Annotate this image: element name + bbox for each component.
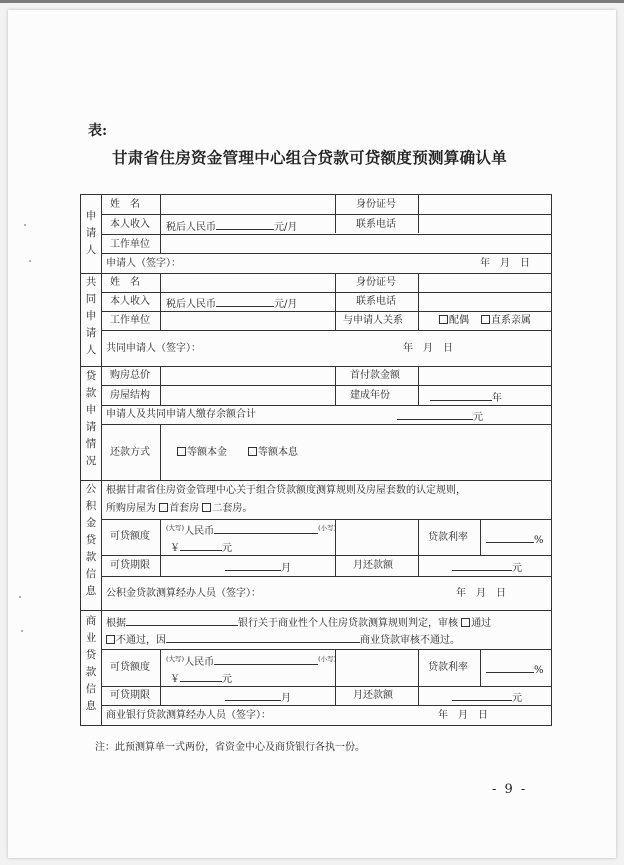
percent-sign: % xyxy=(534,665,544,676)
co-id-label: 身份证号 xyxy=(356,277,396,288)
fund-rate-label: 贷款利率 xyxy=(428,532,468,543)
applicant-employer-label: 工作单位 xyxy=(110,239,150,250)
fund-signature[interactable]: 公积金贷款测算经办人员（签字）： xyxy=(106,588,261,599)
small-tag: (小写) xyxy=(318,524,337,532)
balance-unit: 元 xyxy=(473,412,483,423)
repay-interest-checkbox[interactable] xyxy=(248,447,298,459)
fund-date: 年 月 日 xyxy=(456,588,506,599)
total-price-field[interactable] xyxy=(170,370,330,382)
scan-speck xyxy=(24,224,26,226)
fail-checkbox[interactable] xyxy=(106,635,166,646)
first-house-checkbox[interactable] xyxy=(159,503,199,514)
fund-statement: 根据甘肃省住房资金管理中心关于组合贷款额度测算规则及房屋套数的认定规则， xyxy=(106,485,466,496)
co-name-label: 姓 名 xyxy=(110,277,140,288)
structure-field[interactable] xyxy=(170,390,330,402)
fund-amount-big[interactable] xyxy=(166,522,336,538)
yuan-unit: 元 xyxy=(222,543,232,554)
applicant-date: 年 月 日 xyxy=(480,258,530,269)
scan-speck xyxy=(21,630,23,632)
fund-monthly-field[interactable] xyxy=(452,560,522,575)
applicant-income-label: 本人收入 xyxy=(110,219,150,230)
relation-spouse-label: 配偶 xyxy=(449,315,469,326)
fund-house-type xyxy=(106,503,252,515)
month-unit: 月 xyxy=(281,693,291,704)
relation-spouse-checkbox[interactable] xyxy=(439,315,469,327)
checkbox-icon xyxy=(248,447,257,456)
fail-suffix: 商业贷款审核不通过。 xyxy=(360,635,460,646)
applicant-phone-field[interactable] xyxy=(424,219,544,231)
footnote: 注：此预测算单一式两份，省资金中心及商贷银行各执一份。 xyxy=(95,742,365,753)
page-number: - 9 - xyxy=(492,782,528,797)
co-income-label: 本人收入 xyxy=(110,296,150,307)
big-tag: (大写) xyxy=(166,524,185,532)
second-house-label: 二套房。 xyxy=(212,503,253,514)
page-title: 甘肃省住房资金管理中心组合贷款可贷额度预测算确认单 xyxy=(112,148,508,167)
income-prefix: 税后人民币 xyxy=(166,222,216,233)
loan-section-label: 贷款申请情况 xyxy=(85,370,97,467)
big-tag: (大写) xyxy=(166,655,185,663)
repay-principal-label: 等额本金 xyxy=(187,447,227,458)
down-payment-label: 首付款金额 xyxy=(350,370,400,381)
yuan-unit: 元 xyxy=(512,563,522,574)
down-payment-field[interactable] xyxy=(424,370,544,382)
co-income-unit: 元/月 xyxy=(274,299,298,310)
rmb-label: 人民币 xyxy=(184,657,215,668)
month-unit: 月 xyxy=(281,563,291,574)
checkbox-icon xyxy=(177,447,186,456)
commercial-term-label: 可贷期限 xyxy=(110,690,150,701)
line1-prefix: 根据 xyxy=(106,618,126,629)
checkbox-icon xyxy=(106,635,115,644)
relation-relative-label: 直系亲属 xyxy=(491,315,531,326)
yen-sign: ￥ xyxy=(170,543,180,554)
house-prefix: 所购房屋为 xyxy=(106,503,156,514)
commercial-amount-small[interactable] xyxy=(170,671,232,686)
repay-interest-label: 等额本息 xyxy=(258,447,298,458)
checkbox-icon xyxy=(159,503,168,512)
commercial-date: 年 月 日 xyxy=(438,710,488,721)
yuan-unit: 元 xyxy=(222,674,232,685)
scan-speck xyxy=(19,596,21,598)
build-year-field[interactable] xyxy=(430,390,502,405)
bank-name-field[interactable] xyxy=(126,615,238,626)
repay-method-label: 还款方式 xyxy=(110,447,150,458)
fail-reason-field[interactable] xyxy=(166,632,360,643)
applicant-signature[interactable]: 申请人（签字）： xyxy=(106,258,181,269)
commercial-monthly-field[interactable] xyxy=(452,690,522,705)
applicant-name-label: 姓 名 xyxy=(110,199,140,210)
percent-sign: % xyxy=(534,535,544,546)
commercial-amount-label: 可贷额度 xyxy=(110,662,150,673)
fund-amount-label: 可贷额度 xyxy=(110,531,150,542)
co-income-prefix: 税后人民币 xyxy=(166,299,216,310)
checkbox-icon xyxy=(202,503,211,512)
co-income-field[interactable] xyxy=(166,296,297,311)
second-house-checkbox[interactable] xyxy=(202,503,252,514)
yen-sign: ￥ xyxy=(170,674,180,685)
fund-section-label: 公积金贷款信息 xyxy=(85,483,97,597)
top-edge xyxy=(0,0,624,3)
co-phone-field[interactable] xyxy=(424,296,544,308)
balance-total-label: 申请人及共同申请人缴存余额合计 xyxy=(106,409,256,420)
structure-label: 房屋结构 xyxy=(110,390,150,401)
first-house-label: 首套房 xyxy=(169,503,200,514)
co-id-field[interactable] xyxy=(424,277,544,289)
commercial-line1 xyxy=(106,615,491,630)
fund-term-field[interactable] xyxy=(225,560,291,575)
checkbox-icon xyxy=(481,315,490,324)
year-unit: 年 xyxy=(492,393,502,404)
small-tag: (小写) xyxy=(318,655,337,663)
balance-total-field[interactable] xyxy=(397,409,483,424)
table-label: 表: xyxy=(88,123,108,139)
applicant-income-field[interactable] xyxy=(166,219,297,234)
applicant-name-field[interactable] xyxy=(170,199,330,211)
checkbox-icon xyxy=(439,315,448,324)
income-unit: 元/月 xyxy=(274,222,298,233)
fail-label: 不通过，因 xyxy=(116,635,166,646)
co-signature[interactable]: 共同申请人（签字）： xyxy=(106,343,201,354)
commercial-rate-field[interactable] xyxy=(486,662,544,677)
co-applicant-section-label: 共同申请人 xyxy=(85,276,97,356)
co-date: 年 月 日 xyxy=(403,343,453,354)
line1-middle: 银行关于商业性个人住房贷款测算规则判定，审核 xyxy=(238,618,458,629)
commercial-term-field[interactable] xyxy=(225,690,291,705)
commercial-section-label: 商业贷款信息 xyxy=(85,615,97,712)
co-relation-label: 与申请人关系 xyxy=(343,315,403,326)
applicant-id-field[interactable] xyxy=(424,199,544,211)
rmb-label: 人民币 xyxy=(184,526,215,537)
fund-rate-field[interactable] xyxy=(486,532,544,547)
co-employer-label: 工作单位 xyxy=(110,315,150,326)
fund-amount-small[interactable] xyxy=(170,540,232,555)
commercial-rate-label: 贷款利率 xyxy=(428,662,468,673)
total-price-label: 购房总价 xyxy=(110,370,150,381)
relation-relative-checkbox[interactable] xyxy=(481,315,531,327)
pass-checkbox[interactable] xyxy=(461,618,491,629)
applicant-employer-field[interactable] xyxy=(170,239,540,251)
commercial-line2 xyxy=(106,632,460,647)
co-phone-label: 联系电话 xyxy=(356,296,396,307)
build-year-label: 建成年份 xyxy=(350,390,390,401)
commercial-signature[interactable]: 商业银行贷款测算经办人员（签字）： xyxy=(106,710,271,721)
pass-label: 通过 xyxy=(471,618,492,629)
fund-term-label: 可贷期限 xyxy=(110,560,150,571)
commercial-amount-big[interactable] xyxy=(166,653,336,669)
yuan-unit: 元 xyxy=(512,693,522,704)
co-name-field[interactable] xyxy=(170,277,330,289)
applicant-id-label: 身份证号 xyxy=(356,199,396,210)
checkbox-icon xyxy=(461,618,470,627)
applicant-section-label: 申请人 xyxy=(85,210,97,256)
commercial-monthly-label: 月还款额 xyxy=(353,690,393,701)
repay-principal-checkbox[interactable] xyxy=(177,447,227,459)
scan-speck xyxy=(29,260,31,262)
co-employer-field[interactable] xyxy=(170,315,330,327)
applicant-phone-label: 联系电话 xyxy=(356,219,396,230)
fund-monthly-label: 月还款额 xyxy=(353,560,393,571)
